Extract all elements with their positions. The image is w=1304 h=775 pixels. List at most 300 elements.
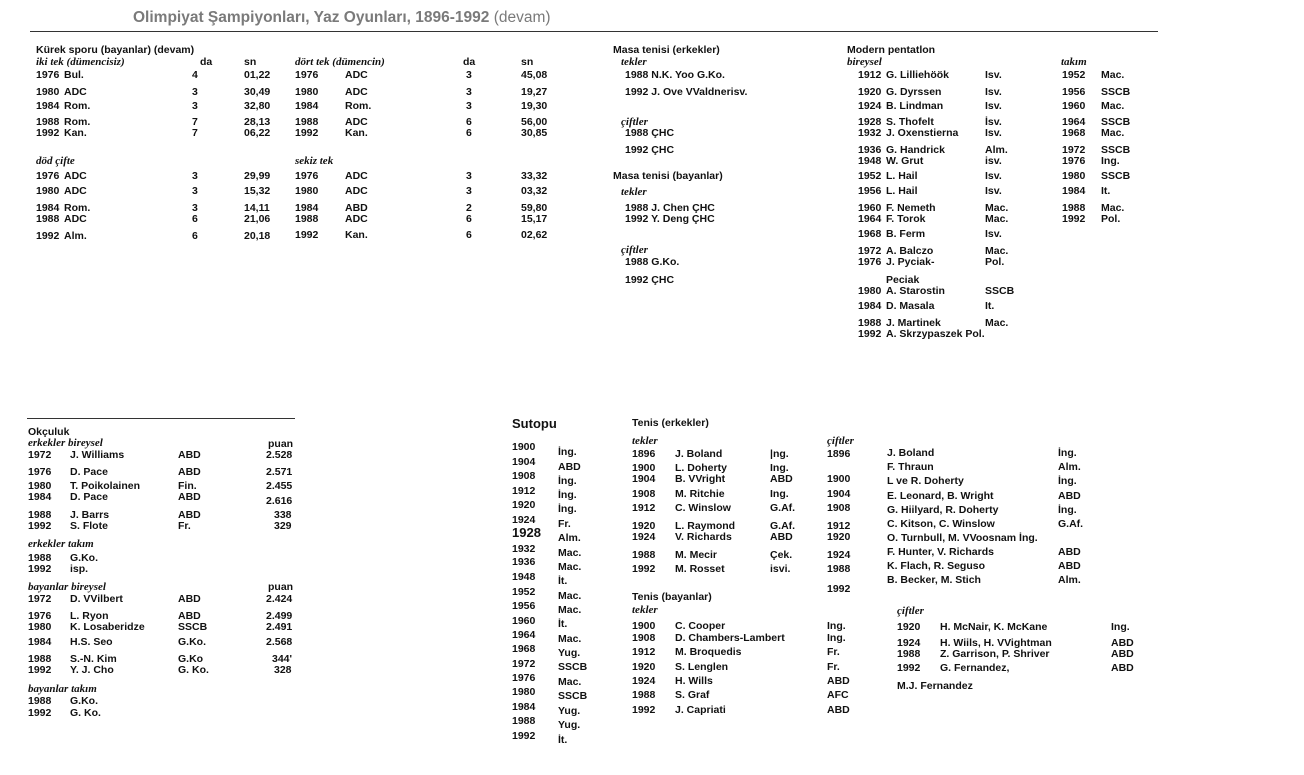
table-cell: Isv.: [985, 170, 1002, 182]
table-cell: ABD: [1111, 637, 1134, 649]
table-cell: C. Kitson, C. Winslow: [887, 518, 995, 530]
table-cell: ADC: [345, 213, 368, 225]
table-cell: 06,22: [244, 127, 271, 139]
table-cell: M. Mecir: [675, 549, 718, 561]
section-heading: Tenis (erkekler): [632, 417, 709, 429]
table-cell: 1988: [28, 552, 52, 564]
table-cell: 1960: [858, 202, 882, 214]
table-cell: 7: [192, 116, 198, 128]
table-cell: Mac.: [985, 317, 1009, 329]
table-cell: ABD: [345, 202, 368, 214]
winner-cell: İng.: [558, 489, 577, 501]
table-cell: Fr.: [178, 520, 191, 532]
table-cell: G.Ko.: [178, 636, 206, 648]
table-cell: 1912: [632, 646, 656, 658]
winner-cell: SSCB: [558, 661, 588, 673]
year-cell: 1900: [512, 441, 536, 453]
winner-cell: İng.: [558, 503, 577, 515]
table-cell: H. McNair, K. McKane: [940, 621, 1048, 633]
table-cell: 1924: [632, 531, 656, 543]
table-cell: 1964: [858, 213, 882, 225]
table-cell: Isv.: [985, 228, 1002, 240]
year-cell: 1956: [512, 600, 536, 612]
year-cell: 1960: [512, 615, 536, 627]
table-cell: 1972: [28, 593, 52, 605]
table-cell: 1976: [858, 256, 882, 268]
section-heading: Kürek sporu (bayanlar) (devam): [36, 44, 195, 56]
subsection-label: çiftler: [827, 435, 854, 447]
result-row: 1988 G.Ko.: [625, 256, 680, 268]
table-cell: 3: [466, 170, 472, 182]
year-cell: 1984: [512, 701, 536, 713]
table-cell: İsv.: [985, 116, 1002, 128]
table-cell: 7: [192, 127, 198, 139]
table-cell: Y. J. Cho: [70, 664, 114, 676]
table-cell: 1992: [295, 229, 319, 241]
table-cell: S. Thofelt: [886, 116, 934, 128]
winner-cell: Yug.: [558, 647, 581, 659]
table-cell: 1988: [295, 116, 319, 128]
table-cell: Isv.: [985, 185, 1002, 197]
table-cell: 1988: [36, 116, 60, 128]
table-cell: 1900: [632, 620, 656, 632]
table-cell: 344': [272, 653, 293, 665]
table-cell: Isv.: [985, 86, 1002, 98]
table-cell: Alm.: [1058, 574, 1081, 586]
year-cell: 1932: [512, 543, 536, 555]
subsection-label: çiftler: [621, 244, 648, 256]
subsection-label: sekiz tek: [295, 155, 334, 167]
table-cell: 1908: [632, 632, 656, 644]
table-cell: 1980: [36, 86, 60, 98]
subsection-label: tekler: [632, 604, 658, 616]
table-cell: B. VVright: [675, 473, 726, 485]
table-cell: F. Thraun: [887, 461, 934, 473]
table-cell: 6: [466, 213, 472, 225]
year-cell: 1992: [512, 730, 536, 742]
table-cell: 1976: [295, 69, 319, 81]
winner-cell: ABD: [558, 461, 581, 473]
winner-cell: Yug.: [558, 705, 581, 717]
table-cell: L ve R. Doherty: [887, 475, 964, 487]
year-cell: 1912: [827, 520, 851, 532]
table-cell: ADC: [345, 170, 368, 182]
table-cell: ABD: [178, 509, 201, 521]
year-cell: 1904: [827, 488, 851, 500]
subsection-label: iki tek (dümencisiz): [36, 56, 125, 68]
table-cell: 1924: [632, 675, 656, 687]
table-cell: 1980: [295, 185, 319, 197]
section-heading: Masa tenisi (erkekler): [613, 44, 720, 56]
table-cell: 1952: [858, 170, 882, 182]
table-cell: İng.: [1058, 504, 1077, 516]
table-cell: SSCB: [1101, 144, 1131, 156]
table-cell: J. Boland: [675, 448, 723, 460]
section-heading: Masa tenisi (bayanlar): [613, 170, 723, 182]
table-cell: H. Wills: [675, 675, 713, 687]
table-cell: 6: [466, 229, 472, 241]
table-cell: 1992: [1062, 213, 1086, 225]
table-cell: Ing.: [1111, 621, 1130, 633]
header-rule: [30, 31, 1158, 32]
winner-cell: Mac.: [558, 561, 582, 573]
table-cell: 3: [466, 185, 472, 197]
table-cell: A. Starostin: [886, 285, 945, 297]
table-cell: Isv.: [985, 69, 1002, 81]
table-cell: Mac.: [1101, 202, 1125, 214]
table-cell: Ing.: [827, 632, 846, 644]
year-cell: 1992: [827, 583, 851, 595]
table-cell: A. Skrzypaszek Pol.: [886, 328, 985, 340]
subsection-label: tekler: [621, 56, 647, 68]
table-cell: 2.424: [266, 593, 293, 605]
year-cell: 1980: [512, 686, 536, 698]
winner-cell: Yug.: [558, 719, 581, 731]
table-cell: 1968: [858, 228, 882, 240]
table-cell: 1948: [858, 155, 882, 167]
table-cell: 1972: [28, 449, 52, 461]
table-cell: Ing.: [770, 488, 789, 500]
year-cell: 1948: [512, 571, 536, 583]
table-cell: Ing.: [770, 462, 789, 474]
winner-cell: Mac.: [558, 604, 582, 616]
year-cell: 1968: [512, 643, 536, 655]
page-title-suffix: (devam): [493, 9, 551, 26]
table-cell: 6: [192, 230, 198, 242]
subsection-label: bireysel: [847, 56, 882, 68]
year-cell: 1920: [512, 499, 536, 511]
page-title-text: Olimpiyat Şampiyonları, Yaz Oyunları, 1896-1992: [133, 9, 490, 26]
table-cell: 2.499: [266, 610, 293, 622]
table-cell: Kan.: [345, 127, 368, 139]
table-cell: G. Handrick: [886, 144, 945, 156]
table-cell: ADC: [64, 86, 87, 98]
table-cell: O. Turnbull, M. VVoosnam İng.: [887, 532, 1038, 544]
table-cell: M. Broquedis: [675, 646, 742, 658]
table-cell: 6: [466, 116, 472, 128]
table-cell: ABD: [178, 610, 201, 622]
table-cell: M. Rosset: [675, 563, 725, 575]
table-cell: 1980: [28, 621, 52, 633]
table-cell: 1960: [1062, 100, 1086, 112]
table-cell: 21,06: [244, 213, 271, 225]
table-cell: Mac.: [985, 213, 1009, 225]
winner-cell: Mac.: [558, 676, 582, 688]
subsection-label: bayanlar bireysel: [28, 581, 106, 593]
table-cell: 1988: [28, 509, 52, 521]
table-cell: C. Cooper: [675, 620, 726, 632]
subsection-label: erkekler bireysel: [28, 437, 103, 449]
table-cell: Ing.: [827, 620, 846, 632]
table-cell: J. Williams: [70, 449, 125, 461]
table-cell: 1980: [1062, 170, 1086, 182]
table-cell: L. Ryon: [70, 610, 109, 622]
table-cell: 1928: [858, 116, 882, 128]
table-cell: G. Ko.: [178, 664, 209, 676]
year-cell: 1924: [512, 514, 536, 526]
table-cell: 1912: [632, 502, 656, 514]
winner-cell: İt.: [558, 575, 568, 587]
column-header: puan: [268, 438, 294, 450]
table-cell: SSCB: [178, 621, 208, 633]
table-cell: V. Richards: [675, 531, 732, 543]
table-cell: ADC: [64, 213, 87, 225]
table-cell: ABD: [1058, 490, 1081, 502]
table-cell: 1976: [28, 610, 52, 622]
table-cell: ADC: [64, 185, 87, 197]
subsection-label: erkekler takım: [28, 538, 94, 550]
table-cell: 1956: [1062, 86, 1086, 98]
table-cell: Rom.: [345, 100, 372, 112]
table-cell: D. Chambers-Lambert: [675, 632, 785, 644]
table-cell: 1992: [632, 704, 656, 716]
column-header: puan: [268, 581, 294, 593]
table-cell: Z. Garrison, P. Shriver: [940, 648, 1050, 660]
table-cell: SSCB: [1101, 170, 1131, 182]
subsection-label: takım: [1061, 56, 1087, 68]
winner-cell: SSCB: [558, 690, 588, 702]
table-cell: Rom.: [64, 116, 91, 128]
table-cell: 1900: [632, 462, 656, 474]
table-cell: 4: [192, 69, 198, 81]
year-cell: 1912: [512, 485, 536, 497]
table-cell: ABD: [1111, 648, 1134, 660]
table-cell: L. Doherty: [675, 462, 727, 474]
table-cell: Rom.: [64, 100, 91, 112]
year-cell: 1920: [827, 531, 851, 543]
table-cell: 1984: [858, 300, 882, 312]
table-cell: L. Hail: [886, 185, 918, 197]
table-cell: 1992: [28, 520, 52, 532]
table-cell: 1896: [632, 448, 656, 460]
table-cell: G.Af.: [1058, 518, 1084, 530]
table-cell: 1988: [632, 549, 656, 561]
table-cell: ABD: [770, 473, 793, 485]
table-cell: K. Losaberidze: [70, 621, 145, 633]
year-cell: 1976: [512, 672, 536, 684]
table-cell: isv.: [985, 155, 1002, 167]
subsection-label: çiftler: [621, 116, 648, 128]
table-cell: B. Ferm: [886, 228, 926, 240]
table-cell: J. Capriati: [675, 704, 726, 716]
result-row: 1988 ÇHC: [625, 127, 675, 139]
table-cell: ABD: [178, 491, 201, 503]
table-cell: 1988: [897, 648, 921, 660]
table-cell: J. Martinek: [886, 317, 941, 329]
table-cell: 1984: [295, 202, 319, 214]
table-cell: Pol.: [985, 256, 1005, 268]
table-cell: 59,80: [521, 202, 548, 214]
table-cell: 15,32: [244, 185, 271, 197]
table-cell: J. Pyciak-: [886, 256, 935, 268]
table-cell: 1988: [632, 689, 656, 701]
table-cell: G.Ko: [178, 653, 204, 665]
table-cell: F. Nemeth: [886, 202, 936, 214]
table-cell: G.Ko.: [70, 695, 98, 707]
table-cell: 1984: [1062, 185, 1086, 197]
table-cell: 28,13: [244, 116, 271, 128]
year-cell: 1908: [512, 470, 536, 482]
table-cell: Fr.: [827, 646, 840, 658]
table-cell: S. Flote: [70, 520, 108, 532]
table-cell: 3: [192, 185, 198, 197]
table-cell: 2.528: [266, 449, 293, 461]
table-cell: 1912: [858, 69, 882, 81]
table-cell: 56,00: [521, 116, 548, 128]
table-cell: 1976: [1062, 155, 1086, 167]
table-cell: 1920: [632, 520, 656, 532]
table-cell: 29,99: [244, 170, 271, 182]
subsection-label: tekler: [621, 186, 647, 198]
year-cell: 1896: [827, 448, 851, 460]
table-cell: Peciak: [886, 274, 920, 286]
table-cell: B. Lindman: [886, 100, 944, 112]
table-cell: 33,32: [521, 170, 548, 182]
table-cell: 1992: [632, 563, 656, 575]
table-cell: 02,62: [521, 229, 548, 241]
table-cell: Çek.: [770, 549, 793, 561]
table-cell: W. Grut: [886, 155, 924, 167]
table-cell: S.-N. Kim: [70, 653, 117, 665]
table-cell: Isv.: [985, 100, 1002, 112]
subsection-label: dört tek (dümencin): [295, 56, 385, 68]
table-cell: Mac.: [1101, 127, 1125, 139]
table-cell: SSCB: [985, 285, 1015, 297]
table-cell: 1988: [295, 213, 319, 225]
year-cell: 1928: [512, 525, 541, 540]
table-cell: ADC: [64, 170, 87, 182]
result-row: 1992 ÇHC: [625, 144, 675, 156]
year-cell: 1908: [827, 502, 851, 514]
table-cell: 1924: [858, 100, 882, 112]
table-cell: D. VVilbert: [70, 593, 123, 605]
table-cell: ABD: [178, 593, 201, 605]
table-cell: B. Becker, M. Stich: [887, 574, 981, 586]
table-cell: 01,22: [244, 69, 271, 81]
table-cell: 3: [192, 100, 198, 112]
table-cell: 45,08: [521, 69, 548, 81]
subsection-label: tekler: [632, 435, 658, 447]
table-cell: 2: [466, 202, 472, 214]
table-cell: 2.568: [266, 636, 293, 648]
year-cell: 1988: [512, 715, 536, 727]
table-cell: 1988: [1062, 202, 1086, 214]
table-cell: 1952: [1062, 69, 1086, 81]
table-cell: ABD: [1058, 560, 1081, 572]
table-cell: 30,85: [521, 127, 548, 139]
table-cell: Rom.: [64, 202, 91, 214]
table-cell: G.Af.: [770, 502, 796, 514]
table-cell: Fr.: [827, 661, 840, 673]
table-cell: ABD: [827, 675, 850, 687]
subsection-label: död çifte: [36, 155, 75, 167]
table-cell: 1992: [36, 230, 60, 242]
table-cell: H. Wiils, H. VVightman: [940, 637, 1052, 649]
table-cell: ABD: [770, 531, 793, 543]
winner-cell: İt.: [558, 618, 568, 630]
table-cell: 1904: [632, 473, 656, 485]
table-cell: C. Winslow: [675, 502, 731, 514]
table-cell: Fin.: [178, 480, 197, 492]
table-cell: 329: [274, 520, 292, 532]
table-cell: 14,11: [244, 202, 270, 214]
table-cell: İng.: [1058, 475, 1077, 487]
table-cell: 1992: [36, 127, 60, 139]
winner-cell: İng.: [558, 446, 577, 458]
table-cell: F. Hunter, V. Richards: [887, 546, 994, 558]
table-cell: 3: [192, 202, 198, 214]
table-cell: D. Masala: [886, 300, 935, 312]
table-cell: Kan.: [64, 127, 87, 139]
table-cell: İng.: [1058, 447, 1077, 459]
table-cell: Mac.: [985, 202, 1009, 214]
table-cell: 1972: [858, 245, 882, 257]
table-cell: 1984: [295, 100, 319, 112]
table-cell: 32,80: [244, 100, 271, 112]
table-cell: ABD: [178, 466, 201, 478]
table-cell: 19,27: [521, 86, 548, 98]
okculuk-rule: [27, 418, 295, 419]
section-heading: Modern pentatlon: [847, 44, 936, 56]
table-cell: ABD: [1058, 546, 1081, 558]
table-cell: M. Ritchie: [675, 488, 725, 500]
table-cell: G. Ko.: [70, 707, 101, 719]
table-cell: SSCB: [1101, 116, 1131, 128]
page-title: [133, 9, 551, 27]
table-cell: 2.491: [266, 621, 293, 633]
table-cell: AFC: [827, 689, 849, 701]
column-header: da: [200, 56, 213, 68]
section-heading: Tenis (bayanlar): [632, 591, 712, 603]
year-cell: 1924: [827, 549, 851, 561]
table-cell: 1992: [28, 707, 52, 719]
table-cell: ADC: [345, 69, 368, 81]
table-cell: 338: [274, 509, 292, 521]
table-cell: 1984: [36, 100, 60, 112]
table-cell: isvi.: [770, 563, 791, 575]
table-cell: 2.571: [266, 466, 293, 478]
table-cell: E. Leonard, B. Wright: [887, 490, 994, 502]
table-cell: Alm.: [1058, 461, 1081, 473]
result-row: 1988 N.K. Yoo G.Ko.: [625, 69, 725, 81]
subsection-label: bayanlar takım: [28, 683, 97, 695]
table-cell: 1984: [28, 636, 52, 648]
table-cell: Mac.: [1101, 69, 1125, 81]
table-cell: 1908: [632, 488, 656, 500]
table-cell: ADC: [345, 185, 368, 197]
table-cell: Bul.: [64, 69, 84, 81]
table-cell: 6: [466, 127, 472, 139]
table-cell: 1972: [1062, 144, 1086, 156]
winner-cell: Mac.: [558, 590, 582, 602]
table-cell: F. Torok: [886, 213, 926, 225]
table-cell: D. Pace: [70, 466, 108, 478]
year-cell: 1988: [827, 563, 851, 575]
table-cell: G. Lilliehöök: [886, 69, 950, 81]
winner-cell: İt.: [558, 734, 568, 746]
table-cell: 1980: [858, 285, 882, 297]
winner-cell: Mac.: [558, 547, 582, 559]
table-cell: 1968: [1062, 127, 1086, 139]
year-cell: 1972: [512, 658, 536, 670]
table-cell: 1984: [36, 202, 60, 214]
table-cell: G. Dyrssen: [886, 86, 942, 98]
table-cell: 1920: [632, 661, 656, 673]
table-cell: J. Oxenstierna: [886, 127, 959, 139]
table-cell: G.Af.: [770, 520, 796, 532]
table-cell: 1992: [858, 328, 882, 340]
table-cell: 1980: [295, 86, 319, 98]
